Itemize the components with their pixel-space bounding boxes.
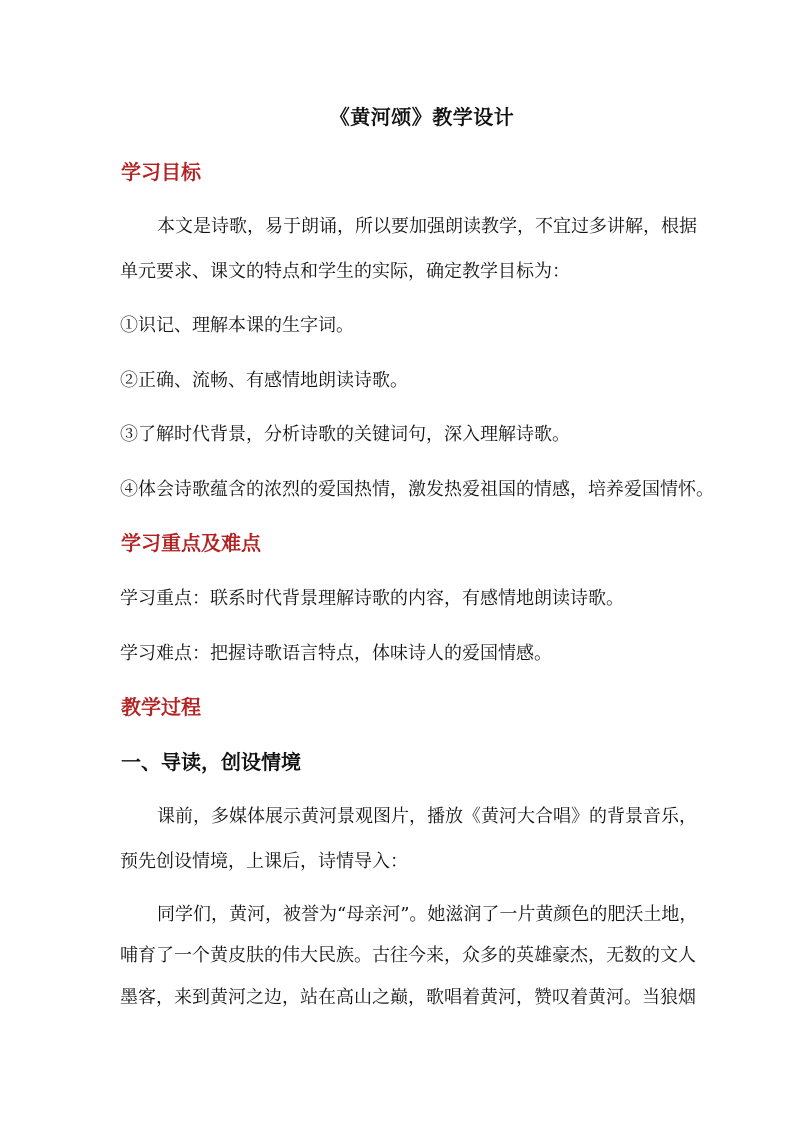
key-point-difficulty: 学习难点：把握诗歌语言特点，体味诗人的爱国情感。 [120, 643, 552, 664]
process-paragraph-2-line-3: 墨客，来到黄河之边，站在高山之巅，歌唱着黄河，赞叹着黄河。当狼烟 [120, 987, 696, 1008]
objectives-intro-line-2: 单元要求、课文的特点和学生的实际，确定教学目标为： [120, 261, 570, 282]
key-point-focus: 学习重点：联系时代背景理解诗歌的内容，有感情地朗读诗歌。 [120, 588, 624, 609]
objective-item-2: ②正确、流畅、有感情地朗读诗歌。 [120, 370, 408, 391]
objective-item-3: ③了解时代背景，分析诗歌的关键词句，深入理解诗歌。 [120, 424, 570, 445]
document-title: 《黄河颂》教学设计 [329, 105, 515, 129]
section-heading-process: 教学过程 [121, 695, 201, 719]
objectives-intro-line-1: 本文是诗歌，易于朗诵，所以要加强朗读教学，不宜过多讲解，根据 [157, 216, 697, 237]
section-heading-objectives: 学习目标 [121, 160, 201, 184]
objective-item-4: ④体会诗歌蕴含的浓烈的爱国热情，激发热爱祖国的情感，培养爱国情怀。 [120, 479, 714, 500]
process-paragraph-1-line-2: 预先创设情境，上课后，诗情导入： [120, 851, 408, 872]
process-paragraph-1-line-1: 课前，多媒体展示黄河景观图片，播放《黄河大合唱》的背景音乐， [157, 806, 697, 827]
objective-item-1: ①识记、理解本课的生字词。 [120, 315, 354, 336]
section-heading-key-points: 学习重点及难点 [121, 531, 261, 555]
process-step-1-heading: 一、导读，创设情境 [121, 750, 301, 774]
process-paragraph-2-line-2: 哺育了一个黄皮肤的伟大民族。古往今来，众多的英雄豪杰，无数的文人 [120, 945, 696, 966]
process-paragraph-2-line-1: 同学们，黄河，被誉为“母亲河”。她滋润了一片黄颜色的肥沃土地， [157, 904, 698, 925]
